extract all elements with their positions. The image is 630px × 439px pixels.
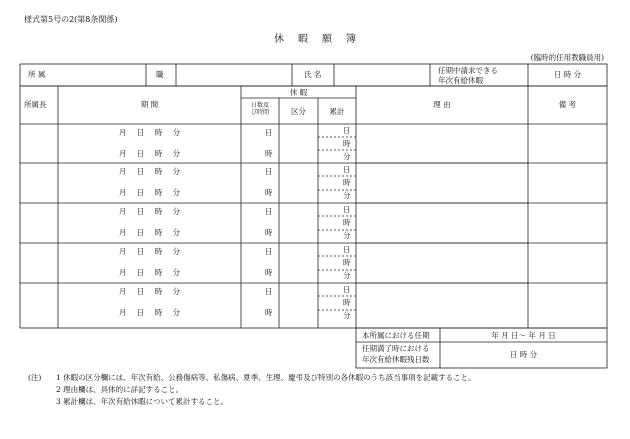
period-end: 月 日 時 分 [118,228,181,237]
name-label: 氏 名 [304,70,322,79]
cumulative-day-unit: 日 [343,126,351,135]
category-label: 区分 [291,107,306,116]
hours-unit: 時 [265,228,273,237]
page-title: 休暇願簿 [274,34,370,45]
cumulative-day-unit: 日 [343,165,351,174]
days-unit: 日 [265,247,273,256]
remaining-label-2: 年次有給休暇残日数 [362,355,430,364]
cumulative-hour-unit: 時 [343,139,351,148]
annual-leave-label-1: 任期中請求できる [438,66,498,75]
hours-unit: 時 [265,188,273,197]
annual-leave-label-2: 年次有給休暇 [438,76,483,85]
hours-unit: 時 [265,149,273,158]
cumulative-minute-unit: 分 [343,311,351,320]
period-start: 月 日 時 分 [118,128,181,137]
remaining-value: 日 時 分 [509,350,538,359]
days-unit: 日 [265,167,273,176]
remaining-label-1: 任期満了時における [362,344,430,353]
cumulative-minute-unit: 分 [343,231,351,240]
note-item: 3 累計欄は、年次有給休暇について累計すること。 [56,397,229,406]
term-label: 本所属における任期 [362,331,430,340]
days-label [241,102,279,116]
affiliation-label: 所 属 [28,70,46,79]
cumulative-hour-unit: 時 [343,258,351,267]
period-end: 月 日 時 分 [118,308,181,317]
days-unit: 日 [265,128,273,137]
notes-prefix: (注) [28,373,42,382]
period-start: 月 日 時 分 [118,167,181,176]
hours-unit: 時 [265,268,273,277]
form-id: 様式第5号の2(第8条関係) [24,15,118,24]
days-label-line-1: 日数及 [250,102,269,109]
cumulative-day-unit: 日 [343,245,351,254]
period-label: 期 間 [140,100,159,109]
cumulative-hour-unit: 時 [343,298,351,307]
note-item: 1 休暇の区分欄には、年次有給、公務傷病等、私傷病、夏季、生理、慶弔及び特別の各休暇のうち該当事項を記載すること。 [56,373,476,382]
cumulative-minute-unit: 分 [343,152,351,161]
form-subtitle: (臨時的任用教職員用) [530,53,604,62]
position-label: 職 [156,70,164,79]
hours-unit: 時 [265,308,273,317]
annual-leave-value: 日 時 分 [553,70,582,79]
period-start: 月 日 時 分 [118,287,181,296]
remarks-label: 備 考 [558,100,577,109]
days-label-line-2: び時間 [250,109,269,117]
cumulative-minute-unit: 分 [343,271,351,280]
cumulative-hour-unit: 時 [343,178,351,187]
period-end: 月 日 時 分 [118,268,181,277]
period-end: 月 日 時 分 [118,188,181,197]
cumulative-minute-unit: 分 [343,191,351,200]
cumulative-day-unit: 日 [343,285,351,294]
cumulative-day-unit: 日 [343,205,351,214]
cumulative-hour-unit: 時 [343,218,351,227]
days-unit: 日 [265,287,273,296]
note-item: 2 理由欄は、具体的に詳記すること。 [56,385,184,394]
leave-label: 休 暇 [289,88,308,97]
term-value: 年 月 日〜 年 月 日 [491,331,556,340]
period-start: 月 日 時 分 [118,247,181,256]
head-label: 所属長 [24,100,47,109]
cumulative-label: 累計 [329,107,345,116]
period-start: 月 日 時 分 [118,207,181,216]
days-unit: 日 [265,207,273,216]
period-end: 月 日 時 分 [118,149,181,158]
reason-label: 理 由 [433,100,451,109]
